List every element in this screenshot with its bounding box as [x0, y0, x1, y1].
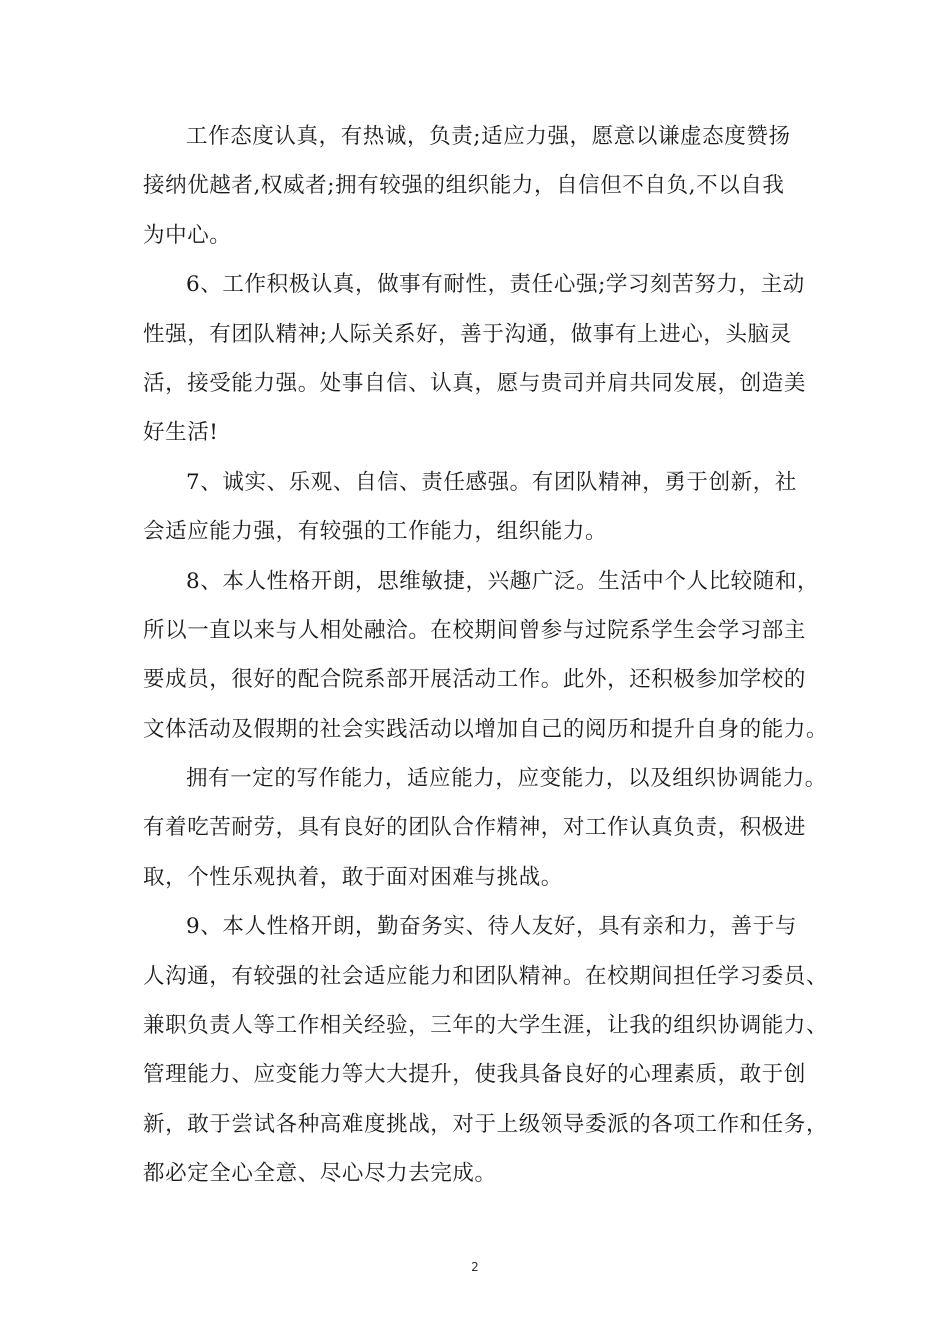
paragraph-line: 取，个性乐观执着，敢于面对困难与挑战。	[143, 864, 563, 890]
paragraph-line: 7、诚实、乐观、自信、责任感强。有团队精神，勇于创新，社	[186, 469, 797, 495]
document-body	[143, 112, 833, 1199]
paragraph-line: 性强，有团队精神;人际关系好，善于沟通，做事有上进心，头脑灵	[143, 321, 792, 347]
paragraph-item-8	[143, 557, 833, 755]
paragraph-line: 兼职负责人等工作相关经验，三年的大学生涯，让我的组织协调能力、	[143, 1013, 829, 1039]
paragraph-line: 9、本人性格开朗，勤奋务实、待人友好，具有亲和力，善于与	[186, 914, 797, 940]
paragraph-item-9	[143, 902, 833, 1198]
paragraph-line: 为中心。	[143, 222, 232, 248]
paragraph-line: 新，敢于尝试各种高难度挑战，对于上级领导委派的各项工作和任务，	[143, 1111, 829, 1137]
paragraph-item-6	[143, 260, 833, 458]
paragraph-line: 有着吃苦耐劳，具有良好的团队合作精神，对工作认真负责，积极进	[143, 815, 807, 841]
paragraph-line: 都必定全心全意、尽心尽力去完成。	[143, 1161, 497, 1187]
paragraph-line: 6、工作积极认真，做事有耐性，责任心强;学习刻苦努力，主动	[186, 272, 805, 298]
paragraph-line: 好生活!	[143, 420, 219, 446]
paragraph-item-7	[143, 458, 833, 557]
paragraph-line: 会适应能力强，有较强的工作能力，组织能力。	[143, 519, 608, 545]
paragraph-line: 要成员，很好的配合院系部开展活动工作。此外，还积极参加学校的	[143, 667, 807, 693]
paragraph-line: 人沟通，有较强的社会适应能力和团队精神。在校期间担任学习委员、	[143, 963, 829, 989]
paragraph-line: 拥有一定的写作能力，适应能力，应变能力，以及组织协调能力。	[186, 766, 827, 792]
paragraph-line: 8、本人性格开朗，思维敏捷，兴趣广泛。生活中个人比较随和，	[186, 568, 820, 594]
paragraph-line: 管理能力、应变能力等大大提升，使我具备良好的心理素质，敢于创	[143, 1062, 807, 1088]
paragraph-1	[143, 112, 833, 260]
paragraph-line: 工作态度认真，有热诚，负责;适应力强，愿意以谦虚态度赞扬	[186, 124, 791, 149]
paragraph-line: 文体活动及假期的社会实践活动以增加自己的阅历和提升自身的能力。	[143, 716, 829, 742]
paragraph-skills	[143, 754, 833, 902]
paragraph-line: 接纳优越者,权威者;拥有较强的组织能力，自信但不自负,不以自我	[143, 173, 785, 199]
paragraph-line: 活，接受能力强。处事自信、认真，愿与贵司并肩共同发展，创造美	[143, 370, 807, 396]
paragraph-line: 所以一直以来与人相处融洽。在校期间曾参与过院系学生会学习部主	[143, 617, 807, 643]
page-number: 2	[471, 1260, 479, 1274]
